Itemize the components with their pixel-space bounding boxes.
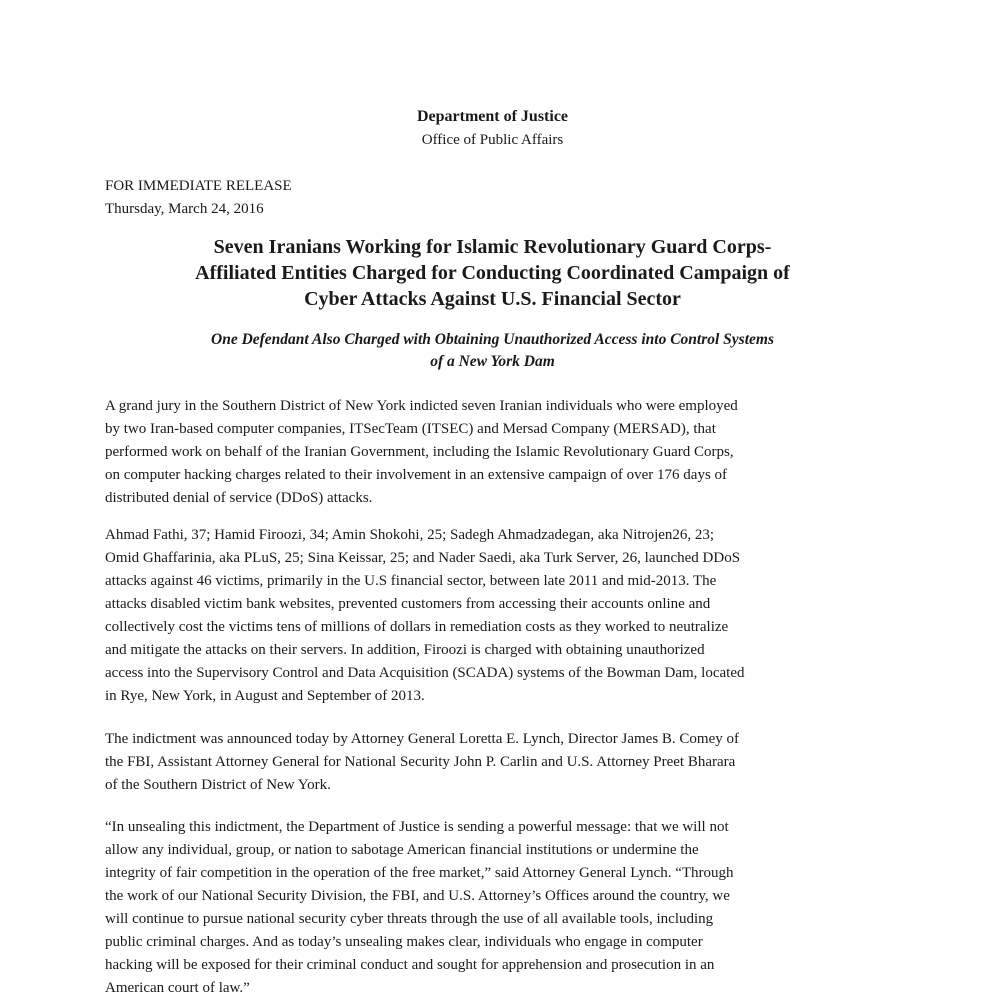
text-line: Omid Ghaffarinia, aka PLuS, 25; Sina Keissar, 25; and Nader Saedi, aka Turk Server, 26, launched DDoS — [105, 550, 741, 566]
text-line: A grand jury in the Southern District of New York indicted seven Iranian individuals who were employed — [105, 398, 738, 414]
headline-line: Seven Iranians Working for Islamic Revolutionary Guard Corps- — [213, 236, 772, 258]
text-line: public criminal charges. And as today’s unsealing makes clear, individuals who engage in computer — [105, 934, 703, 950]
text-line: will continue to pursue national security cyber threats through the use of all available tools, including — [105, 911, 714, 927]
office-title: Office of Public Affairs — [421, 132, 564, 148]
text-line: and mitigate the attacks on their servers. In addition, Firoozi is charged with obtaining unauthorized — [105, 642, 705, 658]
text-line: on computer hacking charges related to their involvement in an extensive campaign of over 176 days of — [105, 467, 728, 483]
paragraph-indictment — [105, 395, 875, 510]
text-line: access into the Supervisory Control and Data Acquisition (SCADA) systems of the Bowman Dam, located — [105, 665, 745, 681]
release-info — [105, 175, 292, 221]
text-line: performed work on behalf of the Iranian Government, including the Islamic Revolutionary Guard Corps, — [105, 444, 734, 460]
paragraph-announcement — [105, 728, 875, 797]
text-line: in Rye, New York, in August and September of 2013. — [105, 688, 425, 704]
subheadline-line: of a New York Dam — [430, 353, 555, 370]
text-line: The indictment was announced today by Attorney General Loretta E. Lynch, Director James B. Comey of — [105, 731, 739, 747]
text-line: distributed denial of service (DDoS) attacks. — [105, 490, 373, 506]
release-label: FOR IMMEDIATE RELEASE — [105, 178, 292, 194]
text-line: Ahmad Fathi, 37; Hamid Firoozi, 34; Amin Shokohi, 25; Sadegh Ahmadzadegan, aka Nitrojen26, 23; — [105, 527, 715, 543]
headline-line: Cyber Attacks Against U.S. Financial Sector — [304, 288, 681, 310]
text-line: collectively cost the victims tens of millions of dollars in remediation costs as they worked to neutralize — [105, 619, 729, 635]
headline-line: Affiliated Entities Charged for Conducting Coordinated Campaign of — [195, 262, 790, 284]
text-line: “In unsealing this indictment, the Department of Justice is sending a powerful message: that we will not — [105, 819, 729, 835]
text-line: hacking will be exposed for their criminal conduct and sought for apprehension and prosecution in an — [105, 957, 715, 973]
subheadline-line: One Defendant Also Charged with Obtaining Unauthorized Access into Control Systems — [211, 331, 774, 348]
text-line: attacks disabled victim bank websites, prevented customers from accessing their accounts online and — [105, 596, 711, 612]
text-line: the FBI, Assistant Attorney General for National Security John P. Carlin and U.S. Attorney Preet Bharara — [105, 754, 736, 770]
headline — [100, 234, 885, 312]
text-line: attacks against 46 victims, primarily in the U.S financial sector, between late 2011 and mid-2013. The — [105, 573, 717, 589]
text-line: allow any individual, group, or nation to sabotage American financial institutions or undermine the — [105, 842, 699, 858]
text-line: by two Iran-based computer companies, ITSecTeam (ITSEC) and Mersad Company (MERSAD), that — [105, 421, 716, 437]
text-line: American court of law.” — [105, 980, 250, 996]
paragraph-defendants — [105, 524, 875, 708]
text-line: the work of our National Security Division, the FBI, and U.S. Attorney’s Offices around the country, we — [105, 888, 730, 904]
text-line: integrity of fair competition in the operation of the free market,” said Attorney General Lynch. “Through — [105, 865, 734, 881]
department-title: Department of Justice — [416, 108, 569, 125]
text-line: of the Southern District of New York. — [105, 777, 331, 793]
paragraph-quote — [105, 816, 875, 1000]
subheadline — [110, 329, 875, 373]
release-date: Thursday, March 24, 2016 — [105, 201, 264, 217]
